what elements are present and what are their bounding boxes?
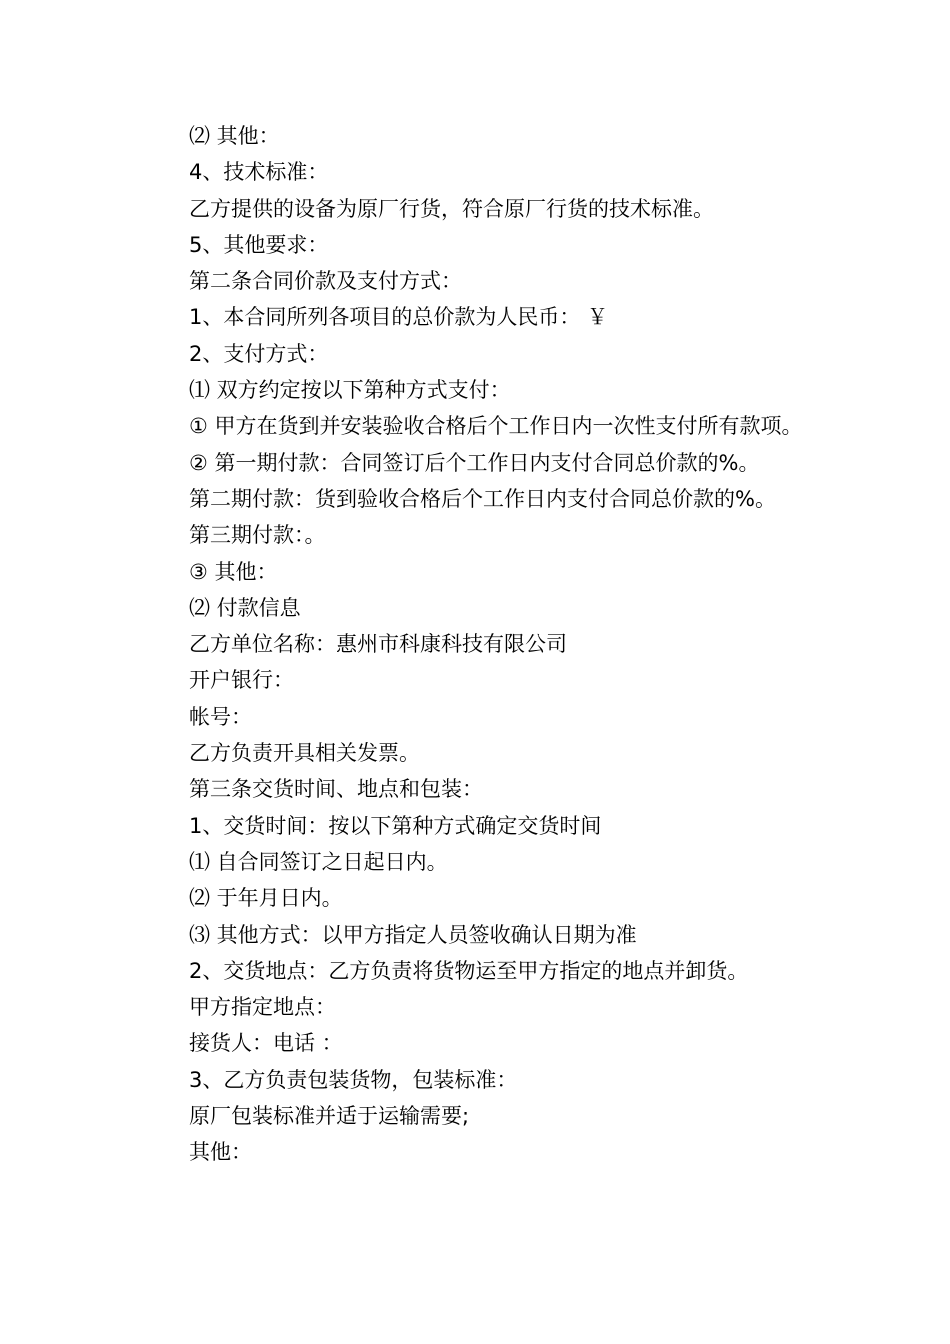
paragraph: ⑶ 其他方式：以甲方指定人员签收确认日期为准 <box>189 922 637 947</box>
paragraph: 乙方提供的设备为原厂行货，符合原厂行货的技术标准。 <box>189 196 714 221</box>
paragraph: 乙方负责开具相关发票。 <box>189 741 420 766</box>
paragraph: 甲方指定地点： <box>189 995 336 1020</box>
paragraph: 第三期付款：。 <box>189 523 326 548</box>
paragraph: ⑵ 其他： <box>189 124 280 148</box>
document-body <box>144 118 816 1171</box>
paragraph: 第三条交货时间、地点和包装： <box>189 777 483 802</box>
paragraph: ⑴ 双方约定按以下第种方式支付： <box>189 378 511 403</box>
paragraph: ② 第一期付款：合同签订后个工作日内支付合同总价款的%。 <box>189 450 760 475</box>
paragraph: 第二条合同价款及支付方式： <box>189 269 462 294</box>
paragraph: 第二期付款：货到验收合格后个工作日内支付合同总价款的%。 <box>189 486 776 511</box>
paragraph: 开户银行： <box>189 668 294 693</box>
paragraph: 2、支付方式： <box>189 341 329 366</box>
paragraph: ⑴ 自合同签订之日起日内。 <box>189 849 448 874</box>
paragraph: ⑵ 于年月日内。 <box>189 886 343 911</box>
paragraph: 1、交货时间：按以下第种方式确定交货时间 <box>189 813 602 838</box>
paragraph: 2、交货地点：乙方负责将货物运至甲方指定的地点并卸货。 <box>189 958 749 983</box>
paragraph: ① 甲方在货到并安装验收合格后个工作日内一次性支付所有款项。 <box>189 414 803 439</box>
paragraph: 1、本合同所列各项目的总价款为人民币： ￥ <box>189 305 609 330</box>
paragraph: 帐号： <box>189 704 252 729</box>
paragraph: 乙方单位名称：惠州市科康科技有限公司 <box>189 632 567 657</box>
paragraph: 3、乙方负责包装货物，包装标准： <box>189 1067 518 1092</box>
paragraph: 5、其他要求： <box>189 232 329 257</box>
paragraph: 原厂包装标准并适于运输需要; <box>189 1104 470 1129</box>
paragraph: ⑵ 付款信息 <box>189 595 301 620</box>
paragraph: 其他： <box>189 1140 252 1165</box>
paragraph: ③ 其他： <box>189 559 278 584</box>
paragraph: 4、技术标准： <box>189 160 329 185</box>
paragraph: 接货人：电话 ： <box>189 1031 343 1056</box>
